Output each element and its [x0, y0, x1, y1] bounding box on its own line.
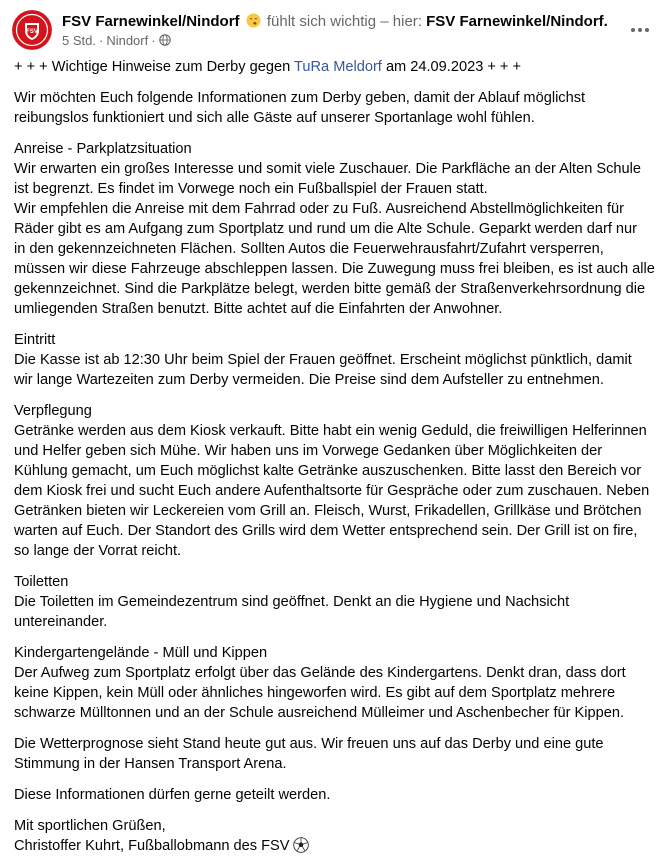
text-line: Wir möchten Euch folgende Informationen zum Derby geben, damit der Ablauf möglichst — [14, 90, 586, 106]
text-line: Die Toiletten im Gemeindezentrum sind geöffnet. Denkt an die Hygiene und Nachsicht — [14, 594, 570, 610]
post-meta — [62, 33, 616, 49]
text-line: schwarze Mülltonnen und an der Schule ausreichend Mülleimer und Aschenbecher für Kippen. — [14, 705, 625, 721]
text-line: Die Kasse ist ab 12:30 Uhr beim Spiel der Frauen geöffnet. Erscheint möglichst pünktlich, damit — [14, 352, 632, 368]
text-line: reibungslos funktioniert und sich alle Gäste auf unserer Sportanlage wohl fühlen. — [14, 110, 535, 126]
more-dots-icon — [630, 27, 650, 33]
section-heading: Toiletten — [14, 574, 69, 590]
intro-paragraph — [14, 88, 656, 128]
post-header — [12, 10, 656, 50]
text-line: warten auf Euch. Der Standort des Grills wird dem Wetter entsprechend sein. Der Grill ist on fire, — [14, 523, 638, 539]
soccer-ball-icon — [293, 837, 309, 853]
text-line: Der Aufweg zum Sportplatz erfolgt über das Gelände des Kindergartens. Denkt dran, dass dort — [14, 665, 626, 681]
text-line: dem Kiosk frei und sucht Euch andere Aufenthaltsorte für Gespräche oder zum zuschauen. Neben — [14, 483, 650, 499]
text-line: so lange der Vorrat reicht. — [14, 543, 182, 559]
face-exhale-emoji-icon — [246, 13, 261, 28]
meta-separator: · — [151, 33, 156, 48]
teilen-paragraph — [14, 785, 656, 805]
anreise-section — [14, 139, 656, 319]
text-line: Diese Informationen dürfen gerne geteilt werden. — [14, 787, 331, 803]
club-crest-icon — [12, 10, 52, 50]
text-line: müssen wir diese Fahrzeuge abschleppen lassen. Die Zuwegung muss frei bleiben, es ist auch alle — [14, 261, 655, 277]
text-line: in den gekennzeichneten Flächen. Sollten Autos die Feuerwehrausfahrt/Zufahrt versperren, — [14, 241, 604, 257]
globe-icon[interactable] — [159, 34, 171, 46]
kindergarten-section — [14, 643, 656, 723]
text-line: gekennzeichnet. Sind die Parkplätze belegt, werden bitte gemäß der Straßenverkehrsordnung die — [14, 281, 646, 297]
section-heading: Eintritt — [14, 332, 56, 348]
section-heading: Kindergartengelände - Müll und Kippen — [14, 645, 268, 661]
text-line: Räder gibt es am Aufgang zum Sportplatz und rund um die Alte Schule. Geparkt werden darf nur — [14, 221, 638, 237]
meta-separator: · — [98, 33, 104, 48]
location-link[interactable]: FSV Farnewinkel/Nindorf. — [426, 13, 608, 30]
toiletten-section — [14, 572, 656, 632]
feeling-text: fühlt sich wichtig – hier: — [266, 13, 422, 30]
tura-meldorf-link[interactable]: TuRa Meldorf — [294, 59, 382, 75]
text-line: Wir empfehlen die Anreise mit dem Fahrrad oder zu Fuß. Ausreichend Abstellmöglichkeiten für — [14, 201, 624, 217]
post-place[interactable]: Nindorf — [106, 33, 149, 48]
verpflegung-section — [14, 401, 656, 561]
eintritt-section — [14, 330, 656, 390]
text-line: wir lange Wartezeiten zum Derby vermeiden. Die Preise sind dem Aufsteller zu entnehmen. — [14, 372, 604, 388]
author-name[interactable]: FSV Farnewinkel/Nindorf — [62, 13, 240, 30]
avatar-text: FSV — [26, 29, 38, 35]
greeting-line: Mit sportlichen Grüßen, — [14, 818, 166, 834]
text-line: Stimmung in der Hansen Transport Arena. — [14, 756, 287, 772]
headline-prefix: + + + Wichtige Hinweise zum Derby gegen — [14, 59, 291, 75]
text-line: umliegenden Straßen benutzt. Bitte achtet auf die Einfahrten der Anwohner. — [14, 301, 503, 317]
text-line: und Helfer geben sich Mühe. Wir haben uns im Vorwege Gedanken über Möglichkeiten der — [14, 443, 603, 459]
section-heading: Anreise - Parkplatzsituation — [14, 141, 192, 157]
signature-line — [14, 836, 656, 856]
more-options-button[interactable] — [626, 16, 654, 44]
text-line: Wir erwarten ein großes Interesse und somit viele Zuschauer. Die Parkfläche an der Alten Schule — [14, 161, 642, 177]
post-headline — [14, 57, 656, 77]
text-line: ist begrenzt. Es findet im Vorwege noch ein Fußballspiel der Frauen statt. — [14, 181, 488, 197]
text-line: Getränken bieten wir Leckereien vom Grill an. Fleisch, Wurst, Frikadellen, Grillkäse und Brötchen — [14, 503, 642, 519]
post-time[interactable]: 5 Std. — [62, 33, 96, 48]
author-line — [62, 12, 616, 31]
post-header-text — [62, 12, 616, 49]
post-body — [14, 57, 656, 867]
wetter-paragraph — [14, 734, 656, 774]
text-line: Kühlung gemacht, um Euch möglichst kalte Getränke auszuschenken. Bitte lasst den Bereich vor — [14, 463, 642, 479]
text-line: Getränke werden aus dem Kiosk verkauft. Bitte habt ein wenig Geduld, die freiwilligen Helferinnen — [14, 423, 647, 439]
text-line: Die Wetterprognose sieht Stand heute gut aus. Wir freuen uns auf das Derby und eine gute — [14, 736, 604, 752]
headline-suffix: am 24.09.2023 + + + — [385, 59, 522, 75]
signature-name: Christoffer Kuhrt, Fußballobmann des FSV — [14, 838, 290, 854]
signature — [14, 816, 656, 856]
avatar[interactable] — [12, 10, 52, 50]
text-line: keine Kippen, kein Müll oder ähnliches hingeworfen wird. Es gibt auf dem Sportplatz mehrere — [14, 685, 616, 701]
text-line: untereinander. — [14, 614, 108, 630]
section-heading: Verpflegung — [14, 403, 92, 419]
